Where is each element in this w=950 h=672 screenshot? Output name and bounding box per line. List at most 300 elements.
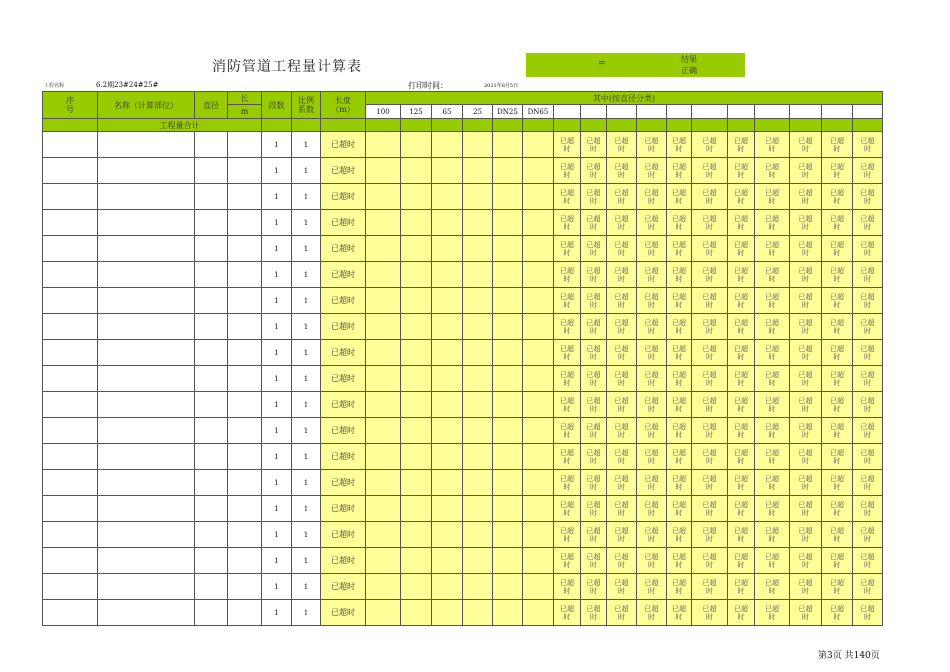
diameter-qty-cell[interactable]	[493, 444, 523, 470]
ratio-cell[interactable]: 1	[292, 314, 321, 340]
diameter-qty-cell[interactable]	[523, 392, 554, 418]
diameter-cell[interactable]	[195, 132, 228, 158]
overtime-text: 已超	[560, 292, 574, 301]
seq-cell[interactable]	[43, 418, 98, 444]
overtime-text: 已超	[798, 240, 813, 249]
diameter-qty-cell[interactable]	[432, 158, 463, 184]
diameter-qty-cell[interactable]	[432, 340, 463, 366]
diameter-cell[interactable]	[195, 392, 228, 418]
diameter-qty-cell[interactable]	[463, 236, 493, 262]
overtime-text: 时	[802, 274, 809, 283]
seq-cell[interactable]	[43, 444, 98, 470]
overtime-cell	[637, 262, 667, 288]
overtime-text: 已超	[798, 604, 813, 613]
overtime-cell	[822, 522, 853, 548]
overtime-text: 已超	[614, 448, 629, 457]
diameter-qty-cell[interactable]	[523, 574, 554, 600]
diameter-cell[interactable]	[195, 366, 228, 392]
diameter-qty-cell[interactable]	[401, 262, 432, 288]
total-length-cell: 已超时	[321, 132, 366, 158]
diameter-qty-cell[interactable]	[366, 392, 401, 418]
length-cell[interactable]	[228, 184, 262, 210]
length-cell[interactable]	[228, 340, 262, 366]
project-name[interactable]: 6.2期23#24#25#	[96, 81, 159, 89]
segments-cell[interactable]: 1	[262, 262, 292, 288]
overtime-text: 已超	[860, 214, 875, 223]
overtime-text: 时	[590, 456, 597, 465]
diameter-cell[interactable]	[195, 340, 228, 366]
diameter-qty-cell[interactable]	[401, 340, 432, 366]
total-length-cell: 已超时	[321, 548, 366, 574]
diameter-qty-cell[interactable]	[523, 288, 554, 314]
overtime-text: 时	[618, 456, 625, 465]
overtime-cell	[692, 600, 728, 626]
segments-cell[interactable]: 1	[262, 340, 292, 366]
diameter-qty-cell[interactable]	[523, 210, 554, 236]
ratio-cell[interactable]: 1	[292, 132, 321, 158]
name-cell[interactable]	[98, 574, 195, 600]
overtime-text: 时	[563, 144, 571, 153]
subtotal-cell	[554, 119, 581, 132]
diameter-qty-cell[interactable]	[493, 158, 523, 184]
diameter-qty-cell[interactable]	[366, 522, 401, 548]
length-cell[interactable]	[228, 418, 262, 444]
diameter-qty-cell[interactable]	[366, 262, 401, 288]
ratio-cell[interactable]: 1	[292, 366, 321, 392]
length-cell[interactable]	[228, 132, 262, 158]
diameter-qty-cell[interactable]	[432, 236, 463, 262]
diameter-qty-cell[interactable]	[366, 158, 401, 184]
diameter-qty-cell[interactable]	[463, 132, 493, 158]
diameter-qty-cell[interactable]	[493, 470, 523, 496]
diameter-qty-cell[interactable]	[523, 236, 554, 262]
diameter-qty-cell[interactable]	[523, 600, 554, 626]
ratio-cell[interactable]: 1	[292, 262, 321, 288]
diameter-cell[interactable]	[195, 470, 228, 496]
diameter-qty-cell[interactable]	[523, 132, 554, 158]
length-cell[interactable]	[228, 444, 262, 470]
diameter-qty-cell[interactable]	[463, 158, 493, 184]
overtime-text: 已超	[614, 292, 629, 301]
diameter-qty-cell[interactable]	[463, 496, 493, 522]
ratio-cell[interactable]: 1	[292, 158, 321, 184]
diameter-qty-cell[interactable]	[523, 262, 554, 288]
segments-cell[interactable]: 1	[262, 600, 292, 626]
seq-cell[interactable]	[43, 314, 98, 340]
diameter-qty-cell[interactable]	[366, 496, 401, 522]
diameter-header-2: 65	[432, 105, 463, 119]
diameter-cell[interactable]	[195, 600, 228, 626]
length-cell[interactable]	[228, 600, 262, 626]
overtime-text: 时	[706, 170, 713, 179]
name-cell[interactable]	[98, 340, 195, 366]
diameter-qty-cell[interactable]	[493, 418, 523, 444]
overtime-text: 时	[737, 456, 745, 465]
diameter-qty-cell[interactable]	[366, 132, 401, 158]
diameter-cell[interactable]	[195, 158, 228, 184]
overtime-text: 时	[648, 456, 655, 465]
overtime-cell	[607, 366, 637, 392]
overtime-text: 已超	[586, 578, 601, 587]
overtime-text: 已超	[798, 422, 813, 431]
seq-cell[interactable]	[43, 340, 98, 366]
seq-cell[interactable]	[43, 210, 98, 236]
diameter-cell[interactable]	[195, 496, 228, 522]
overtime-text: 时	[802, 300, 809, 309]
table-row	[43, 574, 883, 600]
diameter-qty-cell[interactable]	[493, 236, 523, 262]
diameter-qty-cell[interactable]	[366, 210, 401, 236]
overtime-cell	[581, 418, 607, 444]
diameter-qty-cell[interactable]	[432, 132, 463, 158]
diameter-qty-cell[interactable]	[523, 366, 554, 392]
ratio-cell[interactable]: 1	[292, 496, 321, 522]
name-cell[interactable]	[98, 158, 195, 184]
diameter-cell[interactable]	[195, 444, 228, 470]
seq-cell[interactable]	[43, 132, 98, 158]
diameter-qty-cell[interactable]	[493, 210, 523, 236]
overtime-text: 已超	[560, 136, 574, 145]
name-cell[interactable]	[98, 522, 195, 548]
diameter-qty-cell[interactable]	[366, 418, 401, 444]
diameter-qty-cell[interactable]	[432, 210, 463, 236]
diameter-cell[interactable]	[195, 184, 228, 210]
diameter-qty-cell[interactable]	[432, 600, 463, 626]
ratio-cell[interactable]: 1	[292, 548, 321, 574]
diameter-qty-cell[interactable]	[432, 392, 463, 418]
diameter-qty-cell[interactable]	[493, 574, 523, 600]
diameter-qty-cell[interactable]	[493, 366, 523, 392]
diameter-qty-cell[interactable]	[366, 236, 401, 262]
diameter-qty-cell[interactable]	[493, 496, 523, 522]
diameter-qty-cell[interactable]	[463, 314, 493, 340]
segments-cell[interactable]: 1	[262, 418, 292, 444]
seq-cell[interactable]	[43, 236, 98, 262]
ratio-cell[interactable]: 1	[292, 600, 321, 626]
overtime-text: 已超	[765, 448, 779, 457]
diameter-cell[interactable]	[195, 574, 228, 600]
diameter-cell[interactable]	[195, 288, 228, 314]
diameter-qty-cell[interactable]	[366, 366, 401, 392]
seq-cell[interactable]	[43, 392, 98, 418]
diameter-qty-cell[interactable]	[463, 340, 493, 366]
segments-cell[interactable]: 1	[262, 444, 292, 470]
seq-cell[interactable]	[43, 366, 98, 392]
seq-cell[interactable]	[43, 288, 98, 314]
diameter-qty-cell[interactable]	[401, 288, 432, 314]
diameter-qty-cell[interactable]	[523, 522, 554, 548]
seq-cell[interactable]	[43, 548, 98, 574]
seq-cell[interactable]	[43, 470, 98, 496]
length-cell[interactable]	[228, 366, 262, 392]
overtime-text: 已超	[644, 162, 659, 171]
diameter-qty-cell[interactable]	[493, 522, 523, 548]
segments-cell[interactable]: 1	[262, 392, 292, 418]
diameter-qty-cell[interactable]	[432, 314, 463, 340]
name-cell[interactable]	[98, 314, 195, 340]
overtime-cell	[755, 392, 790, 418]
diameter-cell[interactable]	[195, 418, 228, 444]
name-cell[interactable]	[98, 470, 195, 496]
diameter-qty-cell[interactable]	[493, 132, 523, 158]
overtime-text: 已超	[614, 136, 629, 145]
segments-cell[interactable]: 1	[262, 470, 292, 496]
length-cell[interactable]	[228, 392, 262, 418]
diameter-qty-cell[interactable]	[366, 470, 401, 496]
name-cell[interactable]	[98, 444, 195, 470]
overtime-text: 时	[706, 144, 713, 153]
name-cell[interactable]	[98, 392, 195, 418]
ratio-cell[interactable]: 1	[292, 236, 321, 262]
length-cell[interactable]	[228, 522, 262, 548]
segments-cell[interactable]: 1	[262, 496, 292, 522]
diameter-qty-cell[interactable]	[432, 496, 463, 522]
overtime-text: 已超	[614, 214, 629, 223]
total-length-cell: 已超时	[321, 184, 366, 210]
overtime-cell	[822, 158, 853, 184]
diameter-qty-cell[interactable]	[523, 314, 554, 340]
segments-cell[interactable]: 1	[262, 314, 292, 340]
name-cell[interactable]	[98, 288, 195, 314]
diameter-qty-cell[interactable]	[401, 444, 432, 470]
diameter-qty-cell[interactable]	[493, 600, 523, 626]
overtime-text: 已超	[644, 448, 659, 457]
diameter-qty-cell[interactable]	[432, 184, 463, 210]
overtime-text: 时	[864, 430, 871, 439]
overtime-cell	[554, 366, 581, 392]
subtotal-cell	[463, 119, 493, 132]
overtime-text: 已超	[586, 136, 601, 145]
diameter-qty-cell[interactable]	[463, 600, 493, 626]
diameter-qty-cell[interactable]	[463, 444, 493, 470]
header-segments: 段数	[262, 92, 292, 119]
diameter-qty-cell[interactable]	[493, 548, 523, 574]
diameter-qty-cell[interactable]	[366, 314, 401, 340]
diameter-qty-cell[interactable]	[493, 392, 523, 418]
diameter-qty-cell[interactable]	[366, 340, 401, 366]
diameter-qty-cell[interactable]	[401, 470, 432, 496]
ratio-cell[interactable]: 1	[292, 418, 321, 444]
overtime-cell	[790, 366, 822, 392]
length-cell[interactable]	[228, 470, 262, 496]
diameter-cell[interactable]	[195, 236, 228, 262]
ratio-cell[interactable]: 1	[292, 392, 321, 418]
length-cell[interactable]	[228, 236, 262, 262]
diameter-qty-cell[interactable]	[432, 288, 463, 314]
segments-cell[interactable]: 1	[262, 288, 292, 314]
seq-cell[interactable]	[43, 496, 98, 522]
name-cell[interactable]	[98, 262, 195, 288]
segments-cell[interactable]: 1	[262, 548, 292, 574]
diameter-qty-cell[interactable]	[401, 366, 432, 392]
diameter-qty-cell[interactable]	[401, 522, 432, 548]
segments-cell[interactable]: 1	[262, 522, 292, 548]
ratio-cell[interactable]: 1	[292, 340, 321, 366]
overtime-cell	[581, 496, 607, 522]
diameter-qty-cell[interactable]	[366, 184, 401, 210]
diameter-qty-cell[interactable]	[493, 340, 523, 366]
length-cell[interactable]	[228, 210, 262, 236]
name-cell[interactable]	[98, 132, 195, 158]
diameter-qty-cell[interactable]	[523, 158, 554, 184]
diameter-cell[interactable]	[195, 522, 228, 548]
overtime-text: 时	[648, 404, 655, 413]
overtime-text: 时	[864, 300, 871, 309]
overtime-text: 时	[590, 560, 597, 569]
name-cell[interactable]	[98, 418, 195, 444]
length-cell[interactable]	[228, 314, 262, 340]
overtime-cell	[692, 288, 728, 314]
seq-cell[interactable]	[43, 574, 98, 600]
name-cell[interactable]	[98, 236, 195, 262]
segments-cell[interactable]: 1	[262, 132, 292, 158]
segments-cell[interactable]: 1	[262, 184, 292, 210]
segments-cell[interactable]: 1	[262, 158, 292, 184]
diameter-qty-cell[interactable]	[523, 340, 554, 366]
diameter-qty-cell[interactable]	[432, 522, 463, 548]
diameter-qty-cell[interactable]	[401, 496, 432, 522]
seq-cell[interactable]	[43, 158, 98, 184]
diameter-qty-cell[interactable]	[493, 262, 523, 288]
seq-cell[interactable]	[43, 600, 98, 626]
diameter-qty-cell[interactable]	[401, 314, 432, 340]
diameter-qty-cell[interactable]	[401, 132, 432, 158]
overtime-text: 已超	[830, 188, 844, 197]
segments-cell[interactable]: 1	[262, 366, 292, 392]
diameter-qty-cell[interactable]	[401, 574, 432, 600]
diameter-qty-cell[interactable]	[432, 366, 463, 392]
diameter-qty-cell[interactable]	[463, 548, 493, 574]
overtime-cell	[581, 236, 607, 262]
overtime-text: 时	[706, 300, 713, 309]
diameter-qty-cell[interactable]	[463, 366, 493, 392]
ratio-cell[interactable]: 1	[292, 288, 321, 314]
diameter-cell[interactable]	[195, 314, 228, 340]
diameter-qty-cell[interactable]	[401, 184, 432, 210]
overtime-text: 时	[618, 612, 625, 621]
segments-cell[interactable]: 1	[262, 236, 292, 262]
overtime-text: 时	[706, 404, 713, 413]
overtime-text: 已超	[830, 266, 844, 275]
diameter-qty-cell[interactable]	[463, 470, 493, 496]
overtime-text: 时	[833, 378, 841, 387]
overtime-text: 时	[833, 170, 841, 179]
ratio-cell[interactable]: 1	[292, 574, 321, 600]
name-cell[interactable]	[98, 548, 195, 574]
overtime-text: 已超	[702, 578, 717, 587]
diameter-qty-cell[interactable]	[523, 444, 554, 470]
diameter-qty-cell[interactable]	[523, 470, 554, 496]
length-cell[interactable]	[228, 574, 262, 600]
overtime-cell	[728, 184, 755, 210]
diameter-qty-cell[interactable]	[523, 418, 554, 444]
overtime-cell	[581, 184, 607, 210]
diameter-qty-cell[interactable]	[463, 522, 493, 548]
diameter-cell[interactable]	[195, 548, 228, 574]
seq-cell[interactable]	[43, 184, 98, 210]
length-cell[interactable]	[228, 288, 262, 314]
seq-cell[interactable]	[43, 262, 98, 288]
diameter-qty-cell[interactable]	[401, 392, 432, 418]
ratio-cell[interactable]: 1	[292, 444, 321, 470]
ratio-cell[interactable]: 1	[292, 470, 321, 496]
overtime-cell	[607, 444, 637, 470]
diameter-qty-cell[interactable]	[463, 392, 493, 418]
diameter-qty-cell[interactable]	[401, 158, 432, 184]
seq-cell[interactable]	[43, 522, 98, 548]
overtime-text: 已超	[672, 552, 686, 561]
diameter-qty-cell[interactable]	[523, 548, 554, 574]
segments-cell[interactable]: 1	[262, 574, 292, 600]
overtime-cell	[755, 470, 790, 496]
name-cell[interactable]	[98, 496, 195, 522]
diameter-qty-cell[interactable]	[523, 496, 554, 522]
name-cell[interactable]	[98, 184, 195, 210]
overtime-text: 已超	[860, 396, 875, 405]
diameter-qty-cell[interactable]	[366, 600, 401, 626]
ratio-cell[interactable]: 1	[292, 184, 321, 210]
diameter-qty-cell[interactable]	[432, 574, 463, 600]
diameter-qty-cell[interactable]	[523, 184, 554, 210]
length-cell[interactable]	[228, 158, 262, 184]
diameter-qty-cell[interactable]	[432, 470, 463, 496]
diameter-qty-cell[interactable]	[432, 262, 463, 288]
diameter-qty-cell[interactable]	[463, 184, 493, 210]
diameter-qty-cell[interactable]	[366, 574, 401, 600]
name-cell[interactable]	[98, 600, 195, 626]
diameter-qty-cell[interactable]	[463, 574, 493, 600]
overtime-text: 已超	[734, 578, 748, 587]
overtime-text: 时	[618, 508, 625, 517]
diameter-cell[interactable]	[195, 262, 228, 288]
overtime-text: 已超	[586, 552, 601, 561]
diameter-qty-cell[interactable]	[366, 548, 401, 574]
diameter-qty-cell[interactable]	[401, 210, 432, 236]
diameter-cell[interactable]	[195, 210, 228, 236]
overtime-cell	[637, 340, 667, 366]
diameter-qty-cell[interactable]	[432, 418, 463, 444]
ratio-cell[interactable]: 1	[292, 522, 321, 548]
diameter-qty-cell[interactable]	[463, 262, 493, 288]
diameter-qty-cell[interactable]	[463, 288, 493, 314]
diameter-qty-cell[interactable]	[401, 600, 432, 626]
diameter-qty-cell[interactable]	[493, 314, 523, 340]
diameter-qty-cell[interactable]	[366, 444, 401, 470]
name-cell[interactable]	[98, 210, 195, 236]
diameter-qty-cell[interactable]	[432, 548, 463, 574]
overtime-text: 已超	[672, 292, 686, 301]
segments-cell[interactable]: 1	[262, 210, 292, 236]
diameter-qty-cell[interactable]	[401, 548, 432, 574]
group-header-empty	[755, 105, 790, 119]
diameter-qty-cell[interactable]	[401, 418, 432, 444]
length-cell[interactable]	[228, 548, 262, 574]
diameter-qty-cell[interactable]	[493, 288, 523, 314]
length-cell[interactable]	[228, 496, 262, 522]
diameter-qty-cell[interactable]	[401, 236, 432, 262]
overtime-text: 已超	[702, 292, 717, 301]
overtime-text: 时	[864, 222, 871, 231]
ratio-cell[interactable]: 1	[292, 210, 321, 236]
length-cell[interactable]	[228, 262, 262, 288]
name-cell[interactable]	[98, 366, 195, 392]
diameter-qty-cell[interactable]	[463, 418, 493, 444]
diameter-qty-cell[interactable]	[493, 184, 523, 210]
diameter-qty-cell[interactable]	[366, 288, 401, 314]
diameter-qty-cell[interactable]	[432, 444, 463, 470]
diameter-qty-cell[interactable]	[463, 210, 493, 236]
overtime-text: 已超	[798, 526, 813, 535]
